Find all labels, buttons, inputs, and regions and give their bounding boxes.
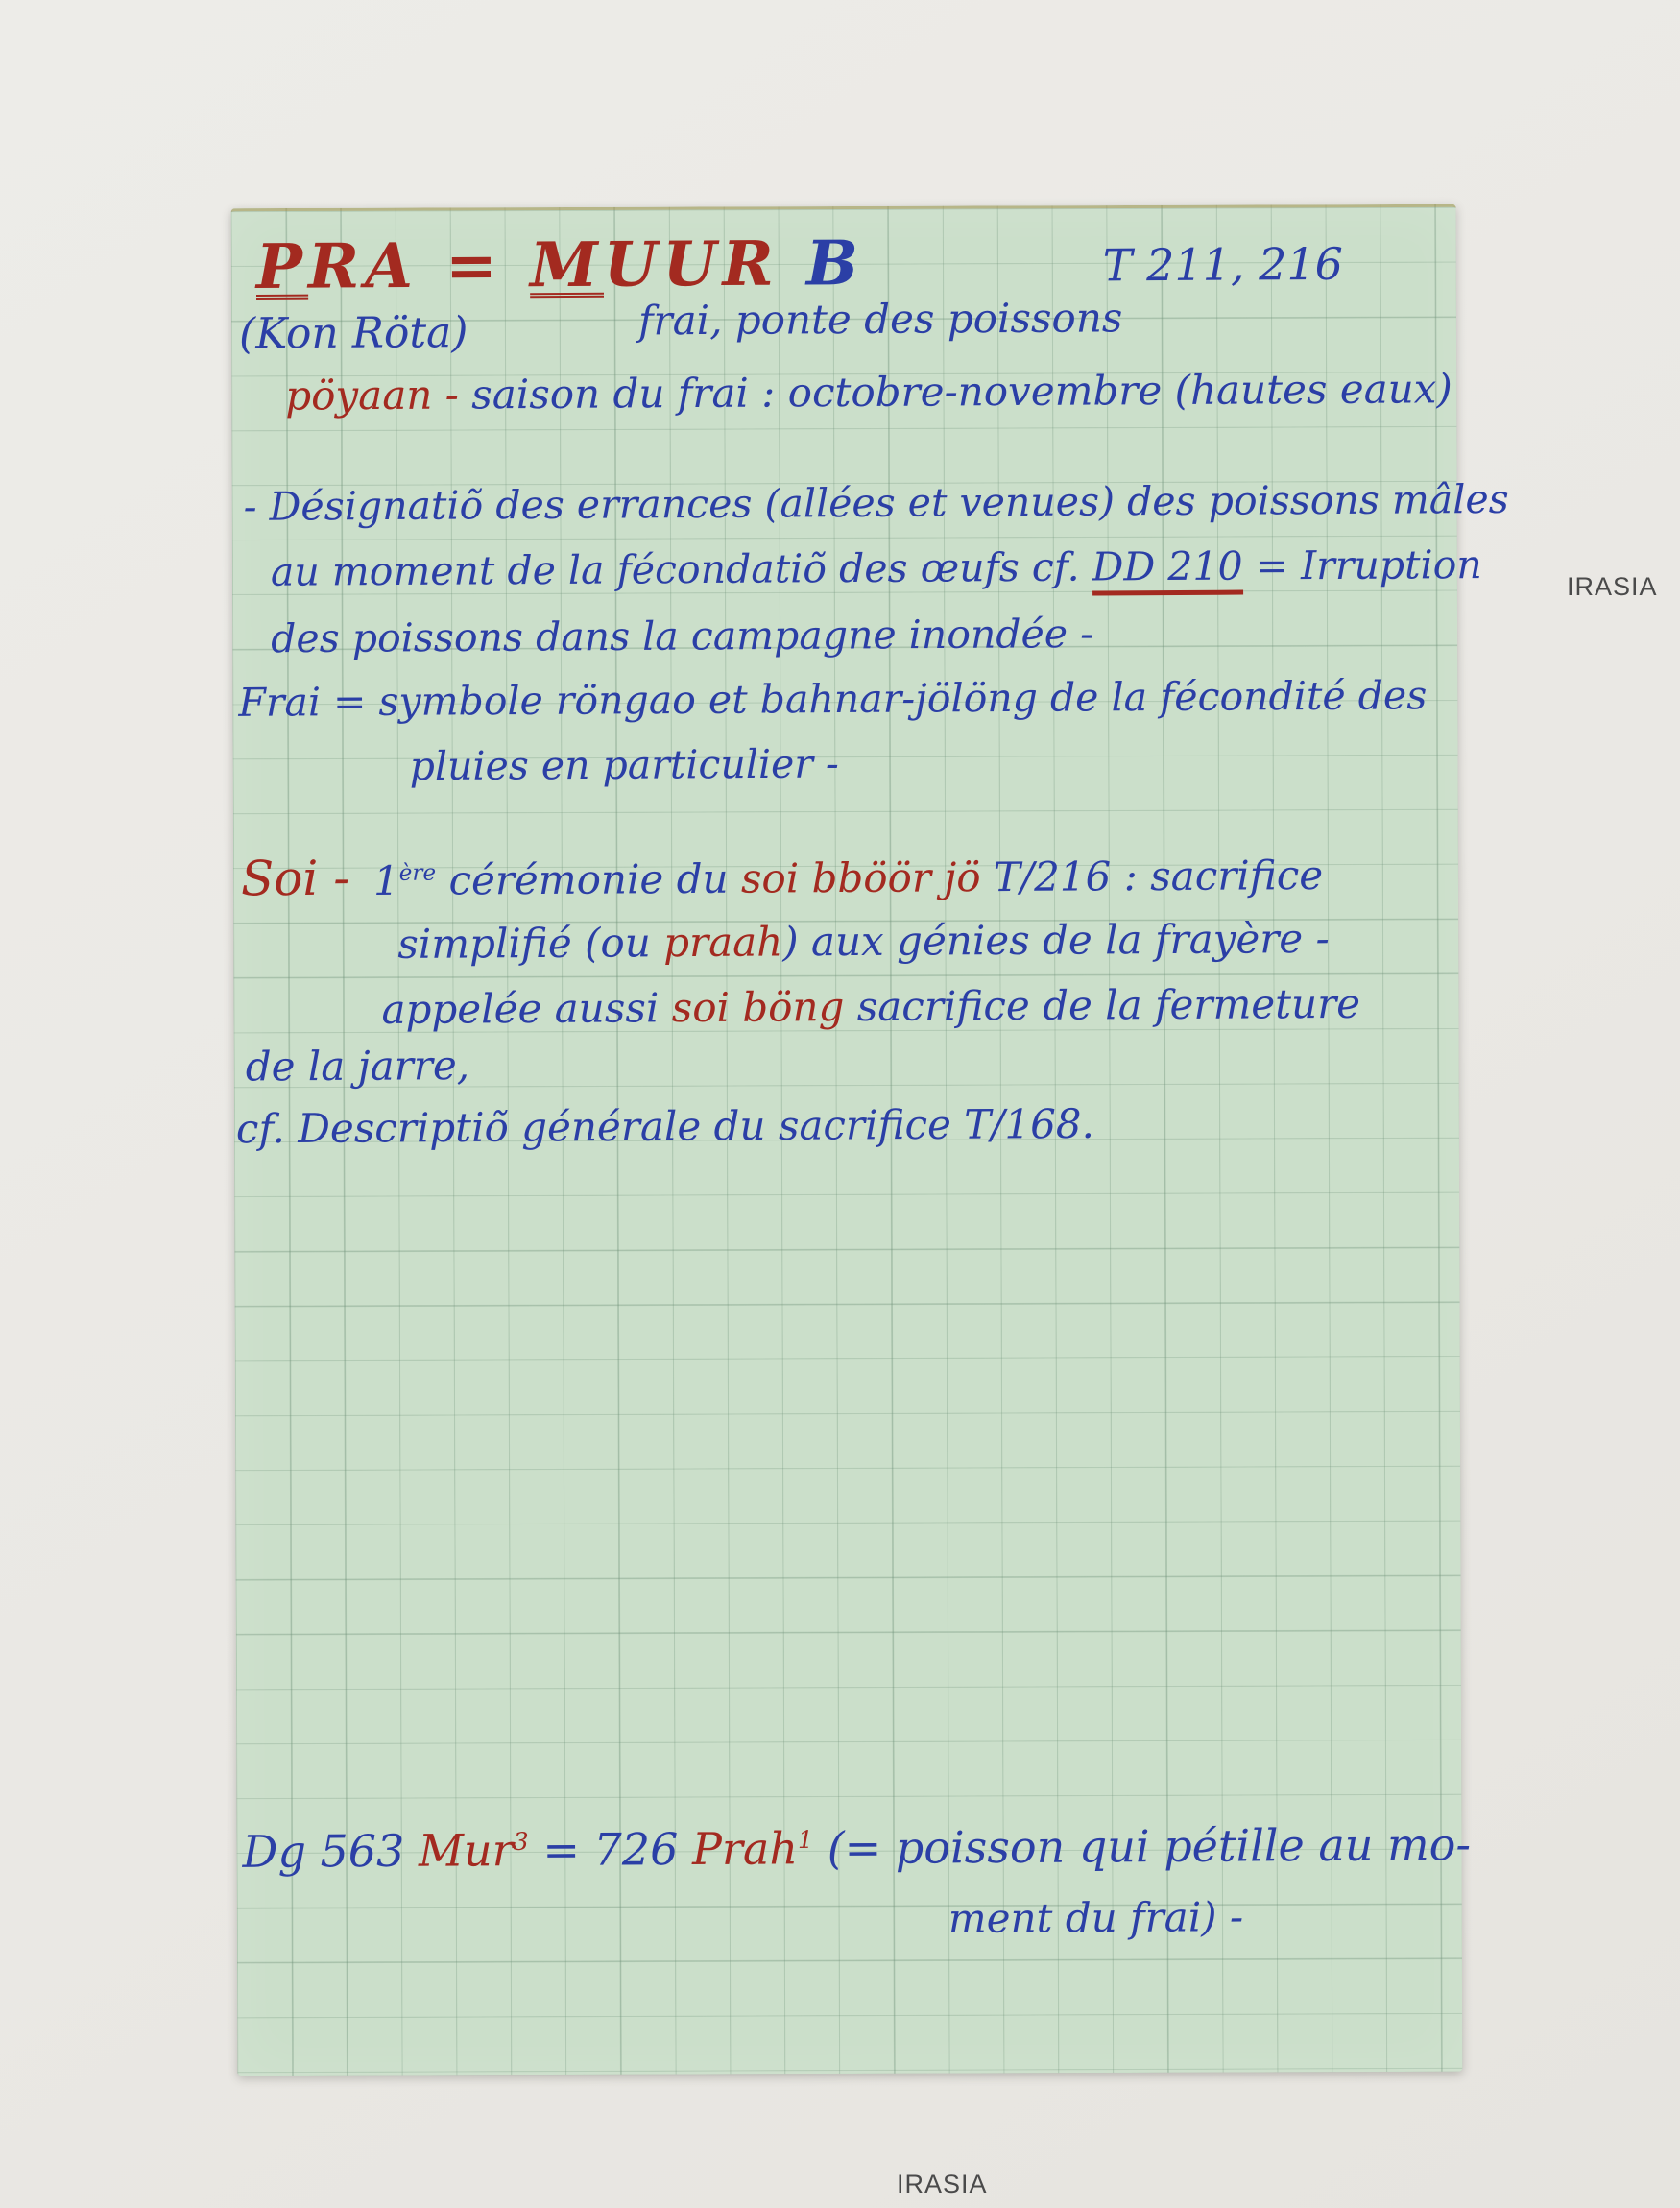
frai-ponte-line bbox=[638, 295, 1123, 344]
ink-segment: praah bbox=[662, 918, 783, 967]
ink-segment: = 726 bbox=[528, 1823, 693, 1877]
poyaan-line bbox=[285, 366, 1452, 420]
designation-line bbox=[244, 477, 1509, 530]
ink-segment: des poissons dans la campagne inondée - bbox=[271, 610, 1094, 662]
card-lines bbox=[231, 207, 1509, 1943]
ink-segment: 3 bbox=[513, 1827, 529, 1856]
ink-segment: = bbox=[444, 229, 531, 302]
ink-segment: ère bbox=[398, 860, 437, 886]
ink-segment: P bbox=[255, 230, 309, 303]
ink-segment: simplifié (ou bbox=[397, 919, 664, 968]
ink-segment: (Kon Röta) bbox=[238, 308, 468, 359]
campagne-inondee-line bbox=[271, 612, 1093, 661]
ink-segment: au moment de la fécondatiõ des œufs cf. bbox=[270, 543, 1092, 595]
frai-symbole-line bbox=[238, 673, 1427, 726]
reference-top-right bbox=[1103, 239, 1343, 291]
kon-rota-line bbox=[239, 309, 468, 359]
ink-segment: saison du frai : octobre-novembre (hautes eaux) bbox=[458, 365, 1452, 419]
ink-segment: de la jarre, bbox=[245, 1042, 470, 1091]
ink-segment: Prah bbox=[691, 1822, 799, 1876]
jarre-line bbox=[246, 1043, 470, 1091]
fecondation-line bbox=[271, 542, 1482, 595]
ink-segment: 1 bbox=[797, 1825, 814, 1855]
ink-segment: UUR bbox=[603, 228, 807, 301]
watermark-right: IRASIA bbox=[1567, 572, 1658, 601]
ink-segment: Soi - bbox=[240, 850, 350, 907]
ink-segment: 1 bbox=[372, 856, 399, 905]
ink-segment: soi bböör jö bbox=[740, 853, 981, 902]
ment-du-frai-line bbox=[948, 1894, 1244, 1942]
ink-segment: ment du frai) - bbox=[948, 1893, 1244, 1943]
pluies-line bbox=[409, 741, 838, 789]
ink-segment: RA bbox=[307, 229, 446, 303]
ink-segment: = Irruption bbox=[1242, 541, 1482, 589]
ink-segment: Frai = symbole röngao et bahnar-jölöng de la fécondité des bbox=[238, 672, 1428, 726]
ink-segment: cf. Descriptiõ générale du sacrifice T/168. bbox=[235, 1099, 1095, 1153]
ink-segment: DD 210 bbox=[1092, 543, 1242, 596]
ink-segment: Dg 563 bbox=[242, 1824, 420, 1878]
ink-segment: B bbox=[805, 228, 865, 300]
ink-segment: pluies en particulier - bbox=[409, 740, 839, 790]
watermark-bottom: IRASIA bbox=[897, 2170, 988, 2198]
ink-segment: soi böng bbox=[671, 983, 845, 1032]
soi-keyword bbox=[241, 852, 349, 907]
simplifie-line bbox=[397, 916, 1330, 968]
ink-segment: - Désignatiõ des errances (allées et venues) des poissons mâles bbox=[243, 475, 1509, 530]
ink-segment: frai, ponte des poissons bbox=[637, 294, 1123, 345]
appelee-line bbox=[381, 981, 1360, 1034]
ink-segment: appelée aussi bbox=[381, 984, 672, 1034]
title-line bbox=[256, 228, 865, 302]
index-card bbox=[231, 204, 1509, 2076]
ink-segment: T/216 : sacrifice bbox=[980, 851, 1324, 901]
description-line bbox=[236, 1101, 1094, 1153]
ink-segment: (= poisson qui pétille au mo- bbox=[812, 1818, 1472, 1875]
ink-segment: sacrifice de la fermeture bbox=[844, 979, 1361, 1031]
dg563-line bbox=[242, 1819, 1471, 1878]
ink-segment: T 211, 216 bbox=[1102, 237, 1344, 292]
ceremonie-line bbox=[373, 852, 1323, 904]
ink-segment: M bbox=[529, 228, 605, 302]
ink-segment: pöyaan - bbox=[285, 371, 460, 420]
ink-segment: Mur bbox=[418, 1824, 514, 1877]
ink-segment: cérémonie du bbox=[436, 854, 742, 904]
ink-segment: ) aux génies de la frayère - bbox=[782, 914, 1330, 966]
